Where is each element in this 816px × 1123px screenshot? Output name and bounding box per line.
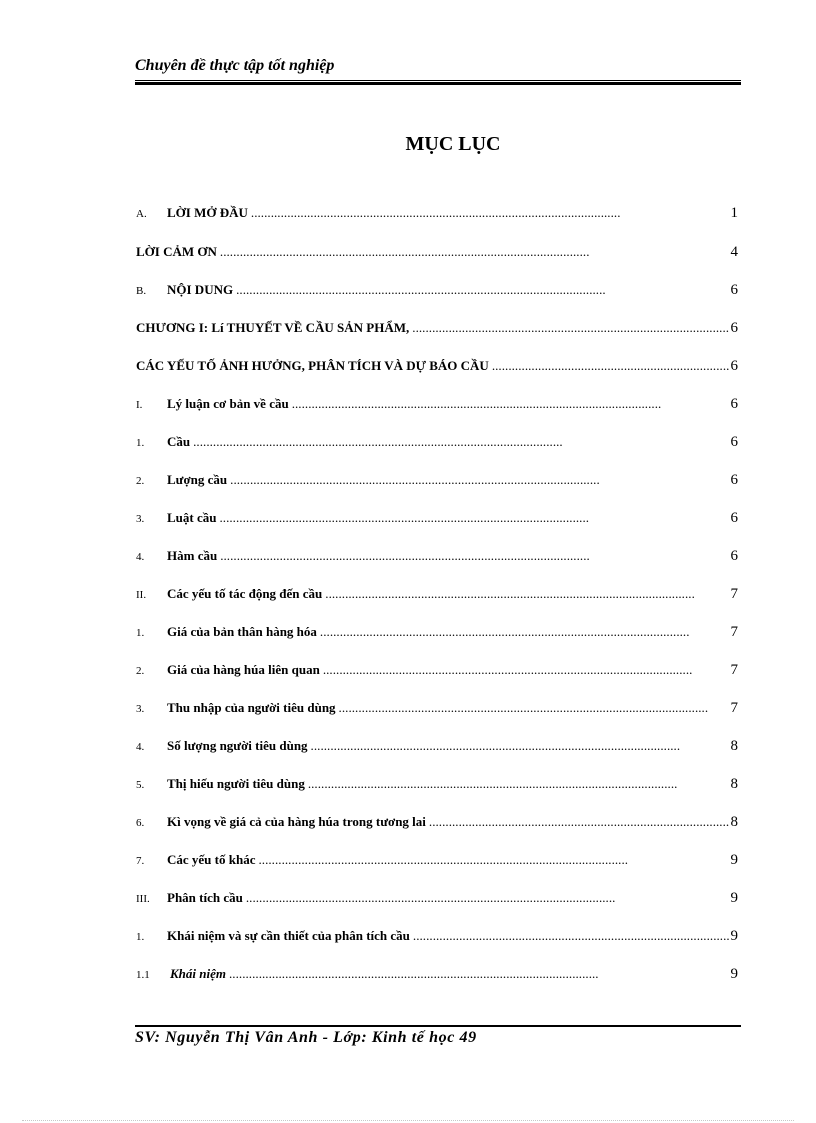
toc-label: Phân tích cầu bbox=[167, 890, 243, 905]
toc-label: Giá của bản thân hàng hóa bbox=[167, 624, 317, 639]
toc-page: 7 bbox=[730, 662, 738, 678]
toc-row[interactable] bbox=[136, 205, 738, 225]
toc-leader bbox=[492, 358, 730, 374]
toc-row[interactable] bbox=[136, 434, 738, 454]
toc-leader bbox=[320, 624, 730, 640]
toc-leader bbox=[412, 320, 729, 336]
toc-page: 7 bbox=[730, 586, 738, 602]
toc-number: 1. bbox=[136, 437, 145, 449]
toc-label: Giá của hàng húa liên quan bbox=[167, 662, 320, 677]
toc-row[interactable] bbox=[136, 700, 738, 720]
toc-leader bbox=[311, 738, 730, 754]
toc-leader bbox=[220, 244, 730, 260]
toc-leader bbox=[236, 282, 729, 298]
toc-label: CHƯƠNG I: Lí THUYẾT VỀ CẦU SẢN PHẨM, bbox=[136, 320, 410, 335]
page-edge-divider bbox=[22, 1120, 794, 1121]
toc-number: 5. bbox=[136, 779, 145, 791]
toc-label: LỜI MỞ ĐẦU bbox=[167, 205, 248, 220]
toc-leader bbox=[251, 205, 730, 221]
toc-leader bbox=[429, 814, 730, 830]
toc-row[interactable] bbox=[136, 358, 738, 378]
toc-leader bbox=[220, 548, 729, 564]
toc-label: Khái niệm và sự cần thiết của phân tích cầu bbox=[167, 928, 410, 943]
toc-row[interactable] bbox=[136, 548, 738, 568]
toc-number: 1. bbox=[136, 627, 145, 639]
toc-number: 6. bbox=[136, 817, 145, 829]
toc-label: Kì vọng về giá cả của hàng húa trong tương lai bbox=[167, 814, 426, 829]
toc-row[interactable] bbox=[136, 966, 738, 986]
toc-label: CÁC YẾU TỐ ẢNH HƯỞNG, PHÂN TÍCH VÀ DỰ BÁO CẦU bbox=[136, 358, 489, 373]
toc-number: 4. bbox=[136, 551, 145, 563]
toc-label: Hàm cầu bbox=[167, 548, 218, 563]
toc-page: 6 bbox=[730, 396, 738, 412]
toc-number: B. bbox=[136, 285, 147, 297]
toc-number: 3. bbox=[136, 513, 145, 525]
toc-number: I. bbox=[136, 399, 143, 411]
page-footer: SV: Nguyễn Thị Vân Anh - Lớp: Kinh tế học 49 bbox=[135, 1029, 477, 1046]
toc-leader bbox=[230, 472, 729, 488]
toc-leader bbox=[323, 662, 730, 678]
toc-page: 6 bbox=[730, 282, 738, 298]
toc-page: 6 bbox=[730, 320, 738, 336]
toc-label: Các yếu tố tác động đến cầu bbox=[167, 586, 323, 601]
toc-page: 7 bbox=[730, 700, 738, 716]
toc-row[interactable] bbox=[136, 814, 738, 834]
toc-label: Thu nhập của người tiêu dùng bbox=[167, 700, 336, 715]
toc-page: 9 bbox=[730, 966, 738, 982]
toc-row[interactable] bbox=[136, 890, 738, 910]
toc-leader bbox=[219, 510, 729, 526]
toc-page: 6 bbox=[730, 434, 738, 450]
page-title: MỤC LỤC bbox=[405, 133, 501, 155]
toc-row[interactable] bbox=[136, 624, 738, 644]
toc-row[interactable] bbox=[136, 244, 738, 264]
toc-number: 1. bbox=[136, 931, 145, 943]
toc-page: 8 bbox=[730, 738, 738, 754]
toc-label: Khái niệm bbox=[170, 966, 226, 981]
toc-label: Luật cầu bbox=[167, 510, 217, 525]
toc-page: 1 bbox=[730, 205, 738, 221]
toc-row[interactable] bbox=[136, 472, 738, 492]
toc-page: 7 bbox=[730, 624, 738, 640]
toc-page: 8 bbox=[730, 814, 738, 830]
toc-row[interactable] bbox=[136, 396, 738, 416]
toc-row[interactable] bbox=[136, 852, 738, 872]
toc-number: 3. bbox=[136, 703, 145, 715]
toc-row[interactable] bbox=[136, 586, 738, 606]
toc-row[interactable] bbox=[136, 510, 738, 530]
toc-row[interactable] bbox=[136, 928, 738, 948]
footer-rule bbox=[135, 1025, 741, 1027]
toc-leader bbox=[308, 776, 730, 792]
toc-leader bbox=[339, 700, 730, 716]
toc-row[interactable] bbox=[136, 282, 738, 302]
toc-number: 2. bbox=[136, 475, 145, 487]
page-header: Chuyên đề thực tập tốt nghiệp bbox=[135, 57, 335, 74]
toc-page: 4 bbox=[730, 244, 738, 260]
toc-number: 2. bbox=[136, 665, 145, 677]
toc-row[interactable] bbox=[136, 662, 738, 682]
toc-page: 6 bbox=[730, 548, 738, 564]
toc-leader bbox=[229, 966, 730, 982]
toc-row[interactable] bbox=[136, 738, 738, 758]
toc-label: Cầu bbox=[167, 434, 191, 449]
toc-row[interactable] bbox=[136, 320, 738, 340]
toc-leader bbox=[413, 928, 730, 944]
toc-number: 1.1 bbox=[136, 969, 150, 981]
toc-leader bbox=[258, 852, 729, 868]
toc-label: LỜI CẢM ƠN bbox=[136, 244, 217, 259]
toc-page: 6 bbox=[730, 358, 738, 374]
toc-label: Số lượng người tiêu dùng bbox=[167, 738, 308, 753]
toc-leader bbox=[325, 586, 729, 602]
toc-label: Thị hiếu người tiêu dùng bbox=[167, 776, 305, 791]
toc-number: A. bbox=[136, 208, 147, 220]
toc-label: NỘI DUNG bbox=[167, 282, 234, 297]
toc-page: 9 bbox=[730, 890, 738, 906]
toc-row[interactable] bbox=[136, 776, 738, 796]
toc-leader bbox=[193, 434, 729, 450]
toc-label: Lượng cầu bbox=[167, 472, 228, 487]
toc-label: Các yếu tố khác bbox=[167, 852, 256, 867]
toc-leader bbox=[246, 890, 730, 906]
toc-page: 6 bbox=[730, 472, 738, 488]
toc-number: 7. bbox=[136, 855, 145, 867]
toc-page: 9 bbox=[730, 928, 738, 944]
toc-number: II. bbox=[136, 589, 147, 601]
toc-page: 9 bbox=[730, 852, 738, 868]
toc-label: Lý luận cơ bản về cầu bbox=[167, 396, 289, 411]
toc-number: 4. bbox=[136, 741, 145, 753]
toc-leader bbox=[292, 396, 730, 412]
header-rule-thick bbox=[135, 82, 741, 85]
toc-page: 6 bbox=[730, 510, 738, 526]
toc-page: 8 bbox=[730, 776, 738, 792]
header-rule-thin bbox=[135, 80, 741, 81]
toc-number: III. bbox=[136, 893, 150, 905]
